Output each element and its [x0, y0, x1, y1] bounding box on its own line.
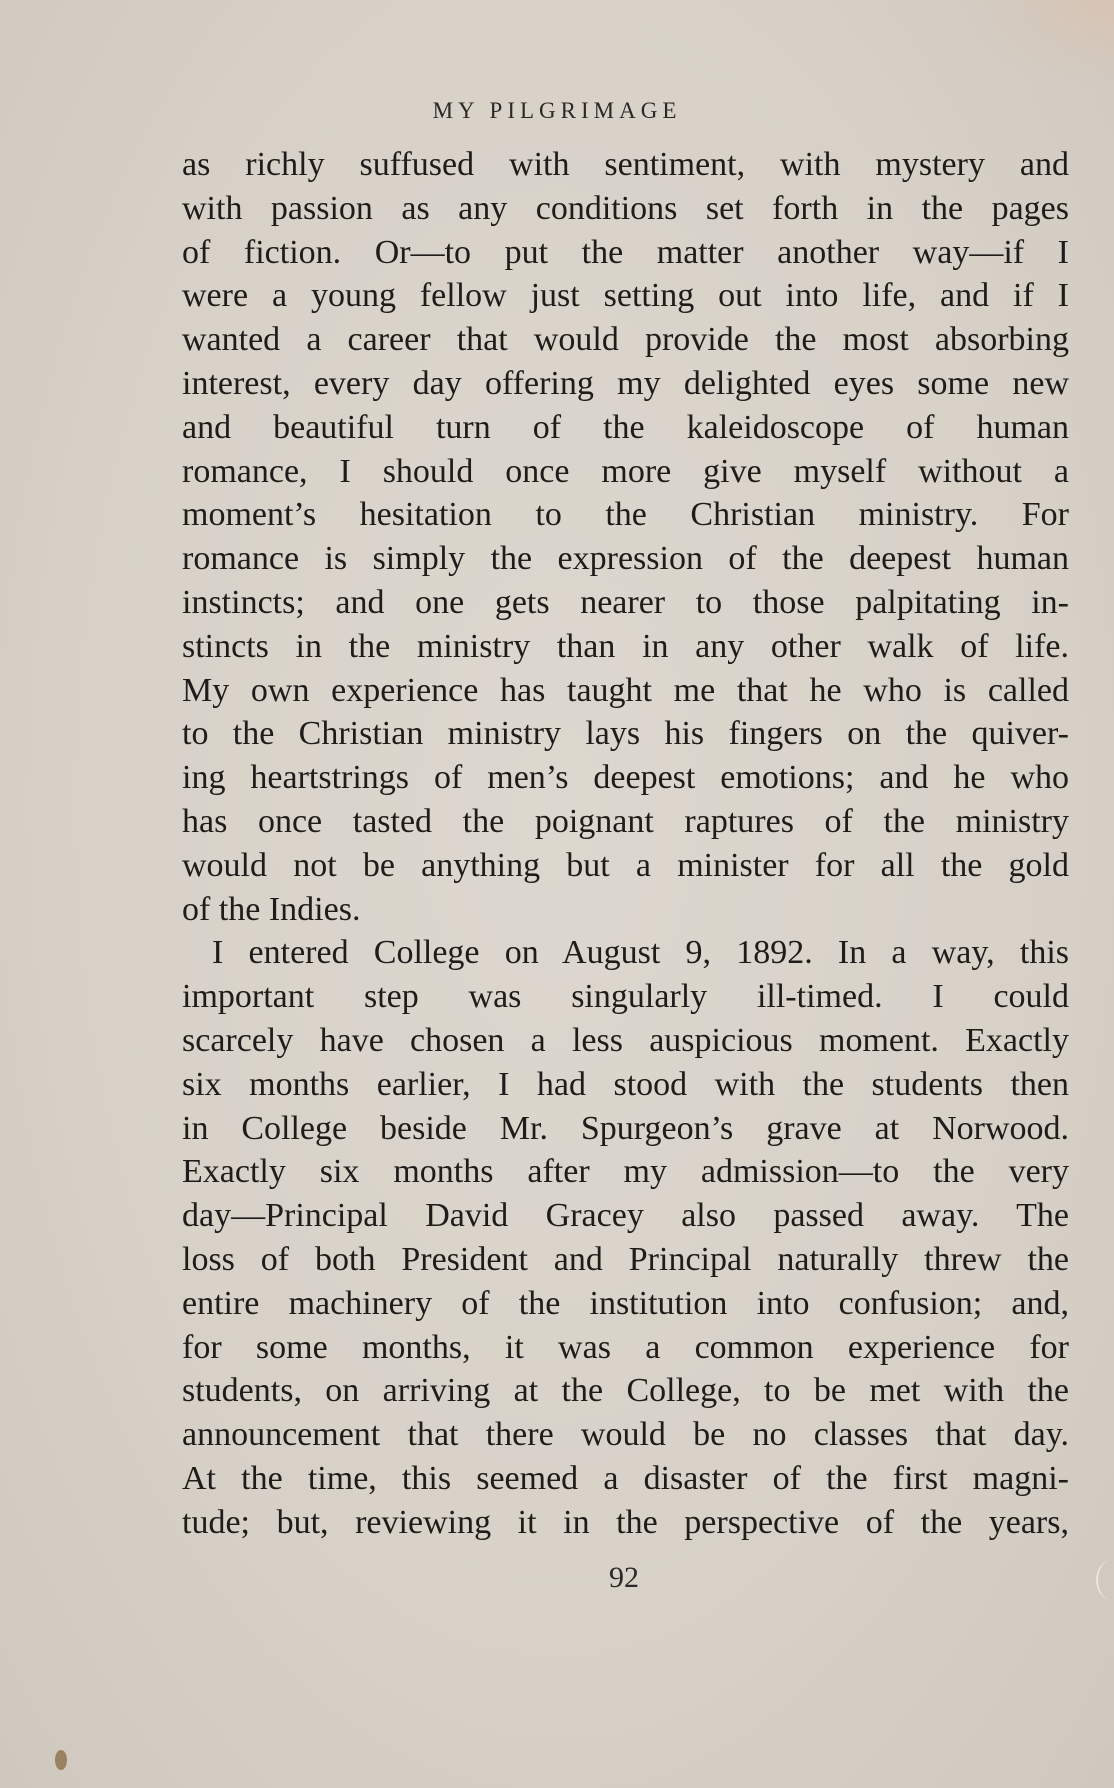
text-line: At the time, this seemed a disaster of the first magni-: [182, 1459, 1069, 1497]
body-text: [182, 143, 1069, 1545]
text-line: My own experience has taught me that he who is called: [182, 671, 1069, 709]
text-line: ing heartstrings of men’s deepest emotions; and he who: [182, 759, 1069, 797]
text-line: romance is simply the expression of the deepest human: [182, 540, 1069, 578]
text-line: for some months, it was a common experience for: [182, 1328, 1069, 1366]
text-line: were a young fellow just setting out into life, and if I: [182, 277, 1069, 315]
page-number: 92: [609, 1561, 639, 1594]
text-line: of the Indies.: [182, 890, 361, 928]
text-line: tude; but, reviewing it in the perspective of the years,: [182, 1503, 1069, 1541]
text-line: entire machinery of the institution into confusion; and,: [182, 1284, 1069, 1322]
paragraph-2: [182, 931, 1069, 1544]
text-line: has once tasted the poignant raptures of the ministry: [182, 802, 1069, 840]
paper-speck: [55, 1750, 67, 1770]
text-line: students, on arriving at the College, to be met with the: [182, 1372, 1069, 1410]
text-line: loss of both President and Principal naturally threw the: [182, 1240, 1069, 1278]
running-head: MY PILGRIMAGE: [432, 98, 682, 123]
text-line: in College beside Mr. Spurgeon’s grave at Norwood.: [182, 1109, 1069, 1147]
text-line: as richly suffused with sentiment, with mystery and: [182, 146, 1069, 183]
text-line: would not be anything but a minister for all the gold: [182, 846, 1069, 884]
text-line: romance, I should once more give myself without a: [182, 452, 1069, 490]
text-line: Exactly six months after my admission—to the very: [182, 1153, 1069, 1191]
text-line: instincts; and one gets nearer to those palpitating in-: [182, 583, 1069, 621]
text-line: stincts in the ministry than in any other walk of life.: [182, 627, 1069, 665]
text-line: to the Christian ministry lays his fingers on the quiver-: [182, 715, 1069, 753]
text-line: and beautiful turn of the kaleidoscope of human: [182, 408, 1069, 446]
text-line: moment’s hesitation to the Christian ministry. For: [182, 496, 1069, 534]
text-line: wanted a career that would provide the most absorbing: [182, 321, 1069, 359]
text-line: announcement that there would be no classes that day.: [182, 1416, 1069, 1454]
text-line: six months earlier, I had stood with the students then: [182, 1065, 1069, 1103]
text-line: scarcely have chosen a less auspicious moment. Exactly: [182, 1021, 1069, 1059]
text-line: interest, every day offering my delighted eyes some new: [182, 364, 1069, 402]
text-line: I entered College on August 9, 1892. In a way, this: [212, 934, 1069, 972]
text-line: day—Principal David Gracey also passed away. The: [182, 1197, 1069, 1235]
text-line: important step was singularly ill-timed. I could: [182, 978, 1069, 1016]
paper-stain: [954, 0, 1114, 90]
text-line: with passion as any conditions set forth in the pages: [182, 189, 1069, 227]
paragraph-1: [182, 143, 1069, 931]
text-line: of fiction. Or—to put the matter another way—if I: [182, 233, 1069, 271]
